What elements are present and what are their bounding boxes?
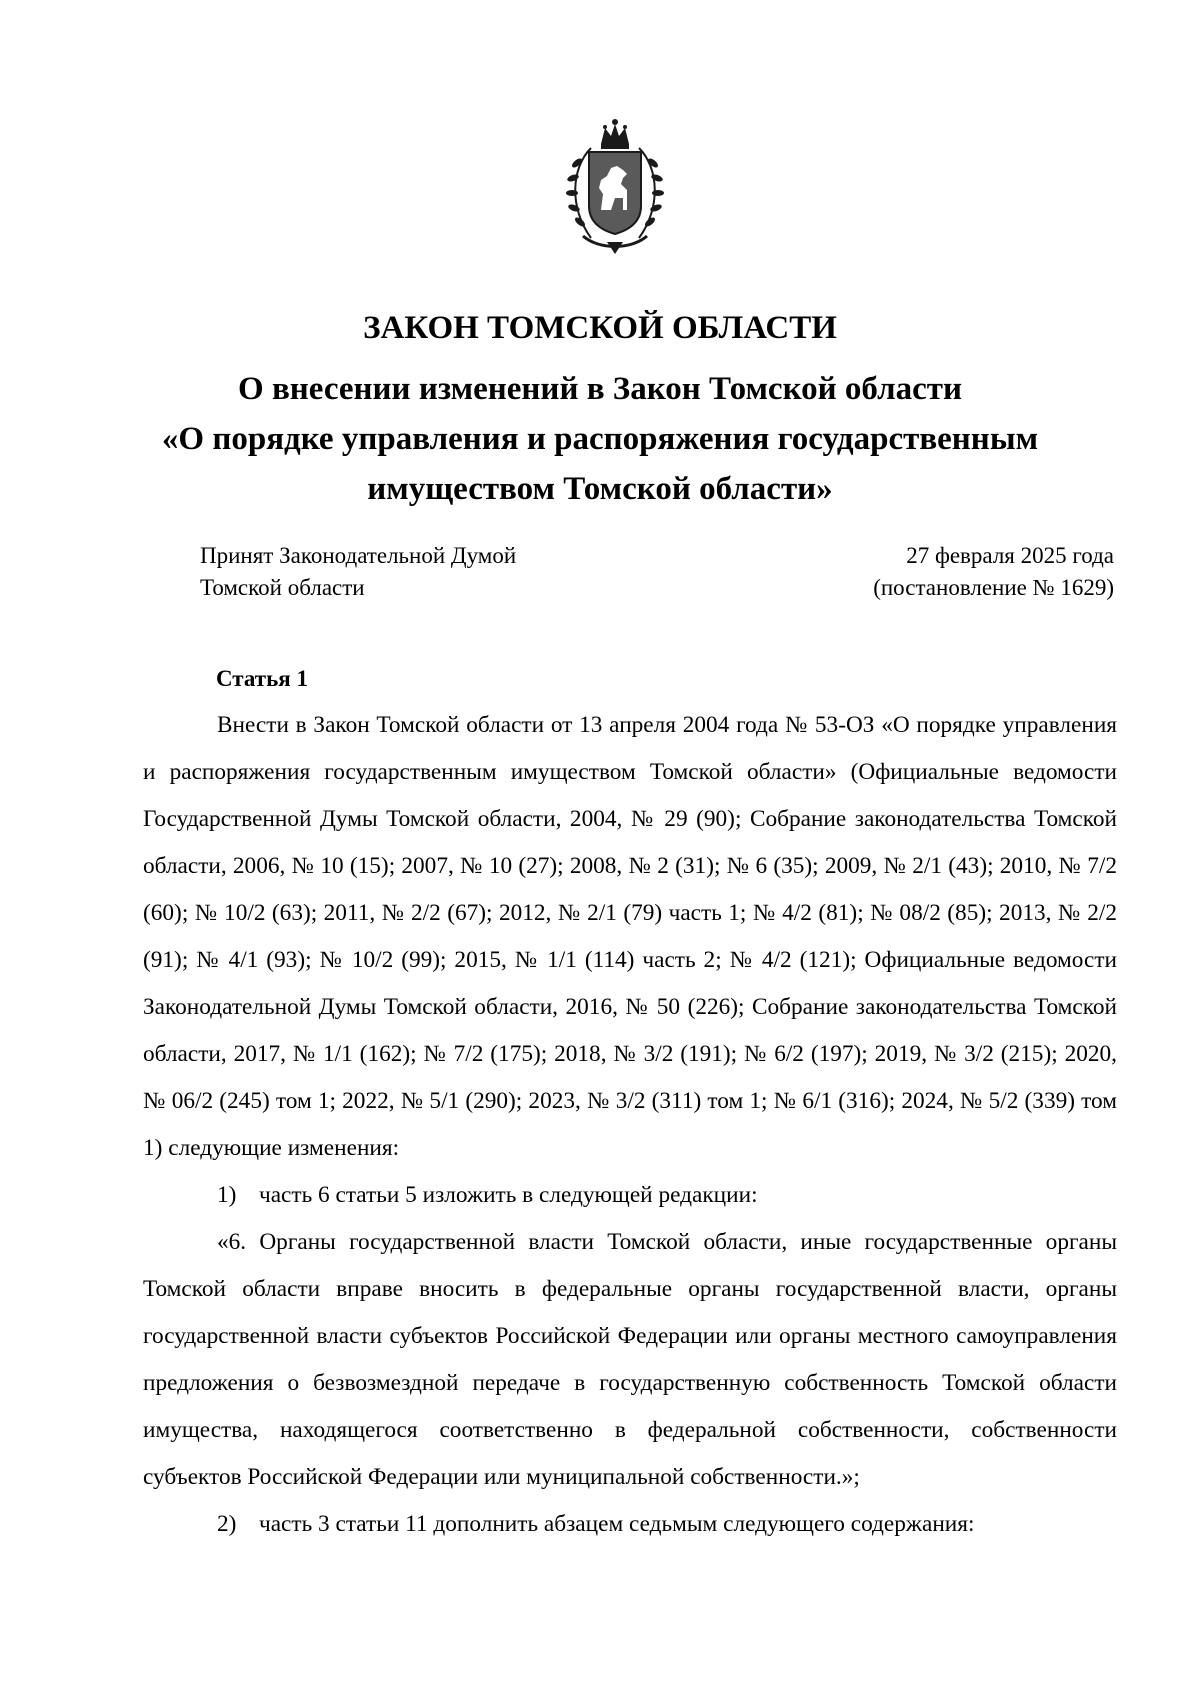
list-item-text: часть 6 статьи 5 изложить в следующей редакции: <box>259 1182 758 1208</box>
subtitle-line: «О порядке управления и распоряжения государственным <box>161 421 1039 457</box>
resolution-number: (постановление № 1629) <box>873 575 1114 600</box>
adoption-date <box>873 540 1114 604</box>
law-subtitle <box>120 364 1080 514</box>
adopted-by <box>200 540 516 604</box>
intro-paragraph: Внести в Закон Томской области от 13 апреля 2004 года № 53-ОЗ «О порядке управления и распоряжения государственным имуществом Томской области» (Официальные ведомости Государственной Думы Томской области, 2004, № 29 (90); Собрание законодательства Томской области, 2006, № 10 (15); 2007, № 10 (27); 2008, № 2 (31); № 6 (35); 2009, № 2/1 (43); 2010, № 7/2 (60); № 10/2 (63); 2011, № 2/2 (67); 2012, № 2/1 (79) часть 1; № 4/2 (81); № 08/2 (85); 2013, № 2/2 (91); № 4/1 (93); № 10/2 (99); 2015, № 1/1 (114) часть 2; № 4/2 (121); Официальные ведомости Законодательной Думы Томской области, 2016, № 50 (226); Собрание законодательства Томской области, 2017, № 1/1 (162); № 7/2 (175); 2018, № 3/2 (191); № 6/2 (197); 2019, № 3/2 (215); 2020, № 06/2 (245) том 1; 2022, № 5/1 (290); 2023, № 3/2 (311) том 1; № 6/1 (316); 2024, № 5/2 (339) том 1) следующие изменения: <box>143 712 1117 1161</box>
quoted-paragraph: «6. Органы государственной власти Томской области, иные государственные органы Томской области вправе вносить в федеральные органы государственной власти, органы государственной власти субъектов Российской Федерации или органы местного самоуправления предложения о безвозмездной передаче в государственную собственность Томской области имущества, находящегося соответственно в федеральной собственности, собственности субъектов Российской Федерации или муниципальной собственности.»; <box>143 1229 1117 1490</box>
law-title: ЗАКОН ТОМСКОЙ ОБЛАСТИ <box>363 310 837 346</box>
list-item <box>143 1172 1117 1219</box>
article-heading: Статья 1 <box>216 666 308 691</box>
subtitle-line: О внесении изменений в Закон Томской области <box>238 371 962 407</box>
adopted-by-line: Принят Законодательной Думой <box>200 543 517 568</box>
article-body <box>143 702 1117 1548</box>
list-item <box>143 1501 1117 1548</box>
subtitle-line: имуществом Томской области» <box>367 471 833 507</box>
list-item-text: часть 3 статьи 11 дополнить абзацем седьмым следующего содержания: <box>259 1511 975 1537</box>
list-item-number: 1) <box>217 1182 237 1208</box>
coat-of-arms-icon <box>561 118 669 256</box>
adopted-by-line: Томской области <box>200 575 365 600</box>
adoption-date-line: 27 февраля 2025 года <box>906 543 1114 568</box>
list-item-number: 2) <box>217 1511 237 1537</box>
